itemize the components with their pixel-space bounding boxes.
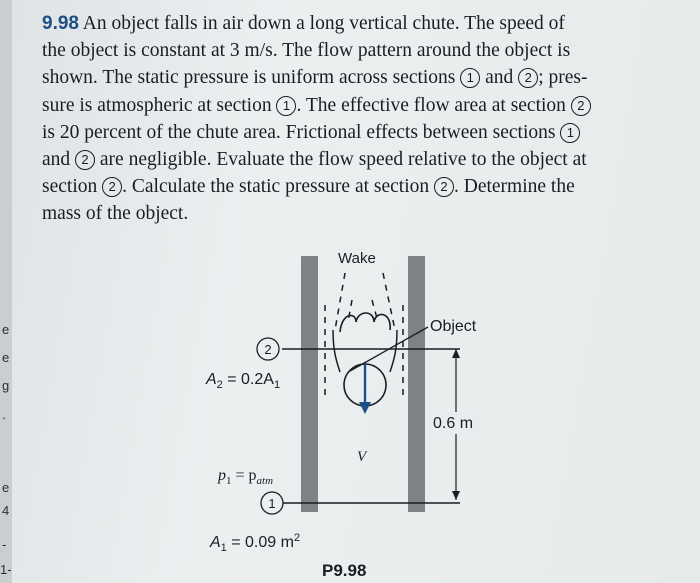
margin-mark: e <box>2 322 10 337</box>
section-marker: 2 <box>518 68 538 88</box>
distance-label: 0.6 m <box>433 415 474 432</box>
problem-line: section 2 . Calculate the static pressure at section 2 . Determine the <box>42 176 575 198</box>
wake-label: Wake <box>338 250 376 267</box>
velocity-arrowhead-icon <box>359 402 371 414</box>
problem-line: sure is atmospheric at section 1 . The effective flow area at section 2 <box>42 92 652 119</box>
problem-line: 9.98 An object falls in air down a long vertical chute. The speed of <box>42 13 565 34</box>
flow-line <box>390 330 397 372</box>
section-marker: 2 <box>434 177 454 197</box>
problem-number: 9.98 <box>42 13 79 34</box>
section-2-number: 2 <box>264 342 272 357</box>
problem-line: is 20 percent of the chute area. Frictional effects between sections 1 <box>42 119 652 146</box>
chute-left-wall <box>301 256 318 512</box>
margin-mark: g <box>2 378 10 393</box>
section-marker: 2 <box>102 177 122 197</box>
section-marker: 1 <box>460 68 480 88</box>
wake-swirl-icon <box>340 313 390 332</box>
section-1-number: 1 <box>268 496 276 511</box>
figure-caption: P9.98 <box>322 561 367 580</box>
arrow-down-icon <box>452 491 460 500</box>
margin-mark: e <box>2 480 10 495</box>
flow-line <box>333 330 340 372</box>
problem-line: the object is constant at 3 m/s. The flow pattern around the object is <box>42 40 571 62</box>
section-marker: 2 <box>571 96 591 116</box>
section-marker: 1 <box>276 96 296 116</box>
area-2-label: $A_2 = 0.2A_1$ <box>206 371 281 391</box>
problem-line: shown. The static pressure is uniform across sections 1 and 2 ; pres- <box>42 67 588 89</box>
pressure-1-label: $p_1 = p_{atm}$ <box>218 467 274 487</box>
area-1-label: $A_1 = 0.09$ $m^2$ <box>210 532 301 554</box>
margin-mark: e <box>2 350 10 365</box>
problem-line: mass of the object. <box>42 203 189 225</box>
object-label: Object <box>430 318 477 335</box>
margin-mark: 4 <box>2 503 10 518</box>
section-marker: 2 <box>75 150 95 170</box>
chute-right-wall <box>408 256 425 512</box>
arrow-up-icon <box>452 349 460 358</box>
margin-mark: · <box>2 410 7 425</box>
problem-line: and 2 are negligible. Evaluate the flow speed relative to the object at <box>42 149 587 171</box>
margin-mark: - <box>2 537 7 552</box>
velocity-label: V <box>357 449 367 465</box>
section-marker: 1 <box>560 123 580 143</box>
margin-mark: 1- <box>0 562 12 577</box>
